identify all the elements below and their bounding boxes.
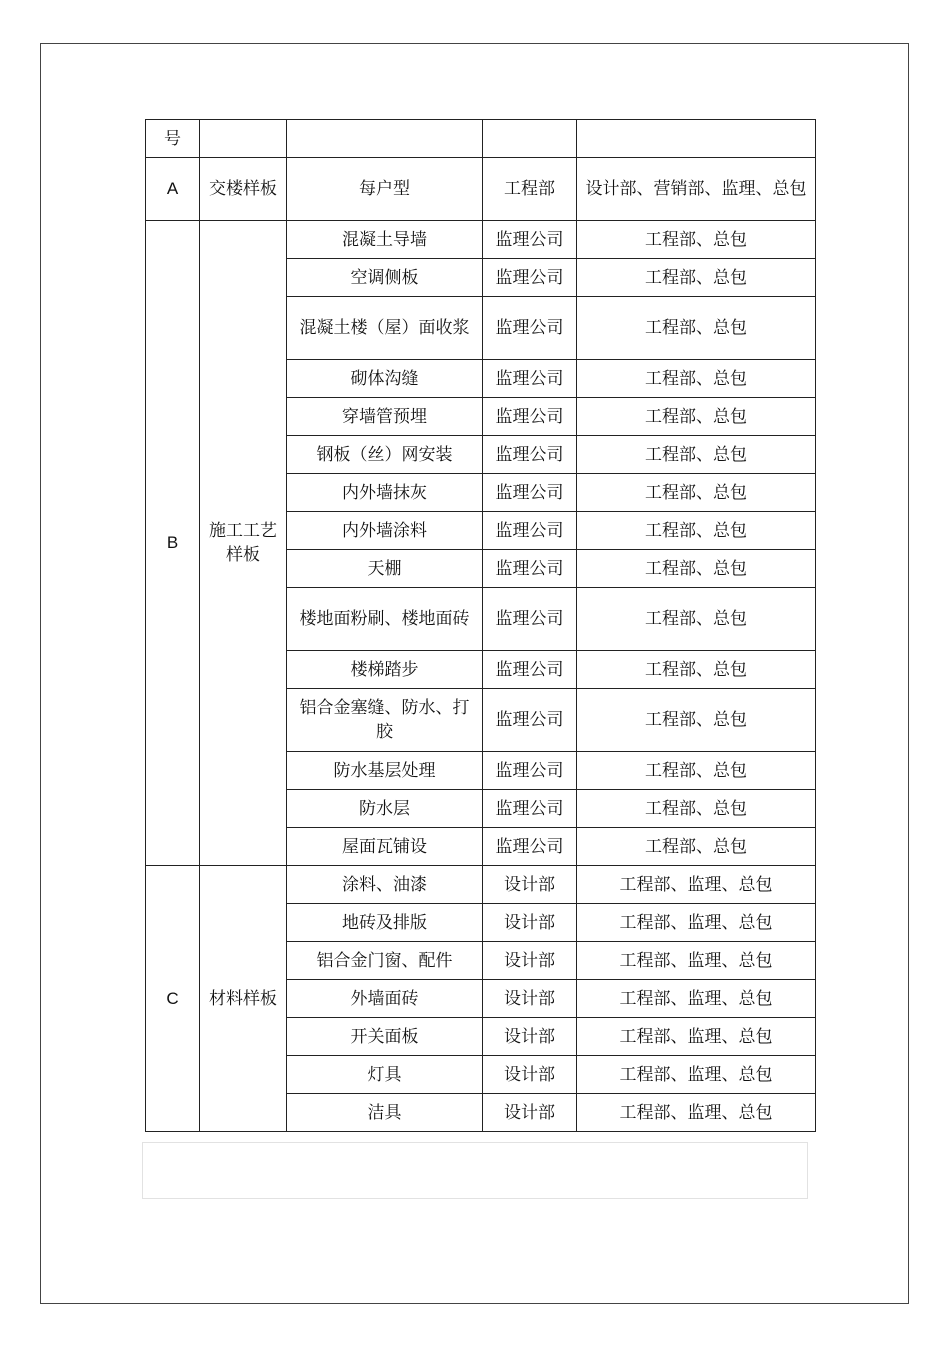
responsible-cell: 监理公司 — [483, 259, 577, 297]
responsible-cell: 监理公司 — [483, 828, 577, 866]
item-cell: 开关面板 — [287, 1018, 483, 1056]
participants-cell: 工程部、总包 — [577, 828, 816, 866]
participants-cell: 工程部、总包 — [577, 297, 816, 360]
participants-cell: 工程部、总包 — [577, 588, 816, 651]
responsible-cell: 监理公司 — [483, 436, 577, 474]
responsible-cell: 监理公司 — [483, 360, 577, 398]
item-cell: 楼地面粉刷、楼地面砖 — [287, 588, 483, 651]
item-cell: 砌体沟缝 — [287, 360, 483, 398]
responsible-cell: 监理公司 — [483, 297, 577, 360]
participants-cell: 工程部、总包 — [577, 398, 816, 436]
participants-cell: 设计部、营销部、监理、总包 — [577, 158, 816, 221]
participants-cell: 工程部、总包 — [577, 474, 816, 512]
item-cell: 屋面瓦铺设 — [287, 828, 483, 866]
header-participants-cell — [577, 120, 816, 158]
item-cell: 穿墙管预埋 — [287, 398, 483, 436]
table-header-row — [146, 120, 816, 158]
item-cell: 钢板（丝）网安装 — [287, 436, 483, 474]
responsible-cell: 设计部 — [483, 1018, 577, 1056]
responsible-cell: 监理公司 — [483, 512, 577, 550]
item-cell: 天棚 — [287, 550, 483, 588]
participants-cell: 工程部、总包 — [577, 259, 816, 297]
participants-cell: 工程部、监理、总包 — [577, 866, 816, 904]
participants-cell: 工程部、监理、总包 — [577, 980, 816, 1018]
item-cell: 每户型 — [287, 158, 483, 221]
participants-cell: 工程部、总包 — [577, 221, 816, 259]
responsible-cell: 监理公司 — [483, 221, 577, 259]
responsible-cell: 监理公司 — [483, 689, 577, 752]
participants-cell: 工程部、监理、总包 — [577, 1094, 816, 1132]
sample-board-table — [145, 119, 816, 1132]
item-cell: 涂料、油漆 — [287, 866, 483, 904]
responsible-cell: 设计部 — [483, 942, 577, 980]
participants-cell: 工程部、总包 — [577, 752, 816, 790]
participants-cell: 工程部、总包 — [577, 689, 816, 752]
responsible-cell: 监理公司 — [483, 474, 577, 512]
item-cell: 地砖及排版 — [287, 904, 483, 942]
responsible-cell: 设计部 — [483, 904, 577, 942]
participants-cell: 工程部、总包 — [577, 436, 816, 474]
header-responsible-cell — [483, 120, 577, 158]
table-row — [146, 866, 816, 904]
participants-cell: 工程部、总包 — [577, 790, 816, 828]
header-category-cell — [200, 120, 287, 158]
participants-cell: 工程部、总包 — [577, 360, 816, 398]
participants-cell: 工程部、监理、总包 — [577, 1018, 816, 1056]
participants-cell: 工程部、监理、总包 — [577, 942, 816, 980]
responsible-cell: 监理公司 — [483, 752, 577, 790]
notes-box — [142, 1142, 808, 1199]
item-cell: 内外墙涂料 — [287, 512, 483, 550]
item-cell: 铝合金门窗、配件 — [287, 942, 483, 980]
responsible-cell: 设计部 — [483, 1056, 577, 1094]
responsible-cell: 设计部 — [483, 1094, 577, 1132]
participants-cell: 工程部、总包 — [577, 550, 816, 588]
item-cell: 外墙面砖 — [287, 980, 483, 1018]
responsible-cell: 监理公司 — [483, 550, 577, 588]
responsible-cell: 监理公司 — [483, 651, 577, 689]
responsible-cell: 监理公司 — [483, 398, 577, 436]
responsible-cell: 设计部 — [483, 980, 577, 1018]
group-code-cell: C — [146, 866, 200, 1132]
participants-cell: 工程部、监理、总包 — [577, 1056, 816, 1094]
participants-cell: 工程部、总包 — [577, 512, 816, 550]
item-cell: 内外墙抹灰 — [287, 474, 483, 512]
group-name-cell: 交楼样板 — [200, 158, 287, 221]
group-name-cell: 材料样板 — [200, 866, 287, 1132]
item-cell: 洁具 — [287, 1094, 483, 1132]
item-cell: 防水层 — [287, 790, 483, 828]
header-item-cell — [287, 120, 483, 158]
table-row — [146, 158, 816, 221]
table-row — [146, 221, 816, 259]
item-cell: 铝合金塞缝、防水、打胶 — [287, 689, 483, 752]
item-cell: 灯具 — [287, 1056, 483, 1094]
group-code-cell: B — [146, 221, 200, 866]
responsible-cell: 监理公司 — [483, 588, 577, 651]
header-number-cell: 号 — [146, 120, 200, 158]
group-name-cell: 施工工艺样板 — [200, 221, 287, 866]
item-cell: 空调侧板 — [287, 259, 483, 297]
participants-cell: 工程部、总包 — [577, 651, 816, 689]
group-code-cell: A — [146, 158, 200, 221]
responsible-cell: 监理公司 — [483, 790, 577, 828]
item-cell: 混凝土楼（屋）面收浆 — [287, 297, 483, 360]
responsible-cell: 工程部 — [483, 158, 577, 221]
item-cell: 防水基层处理 — [287, 752, 483, 790]
participants-cell: 工程部、监理、总包 — [577, 904, 816, 942]
responsible-cell: 设计部 — [483, 866, 577, 904]
item-cell: 楼梯踏步 — [287, 651, 483, 689]
item-cell: 混凝土导墙 — [287, 221, 483, 259]
